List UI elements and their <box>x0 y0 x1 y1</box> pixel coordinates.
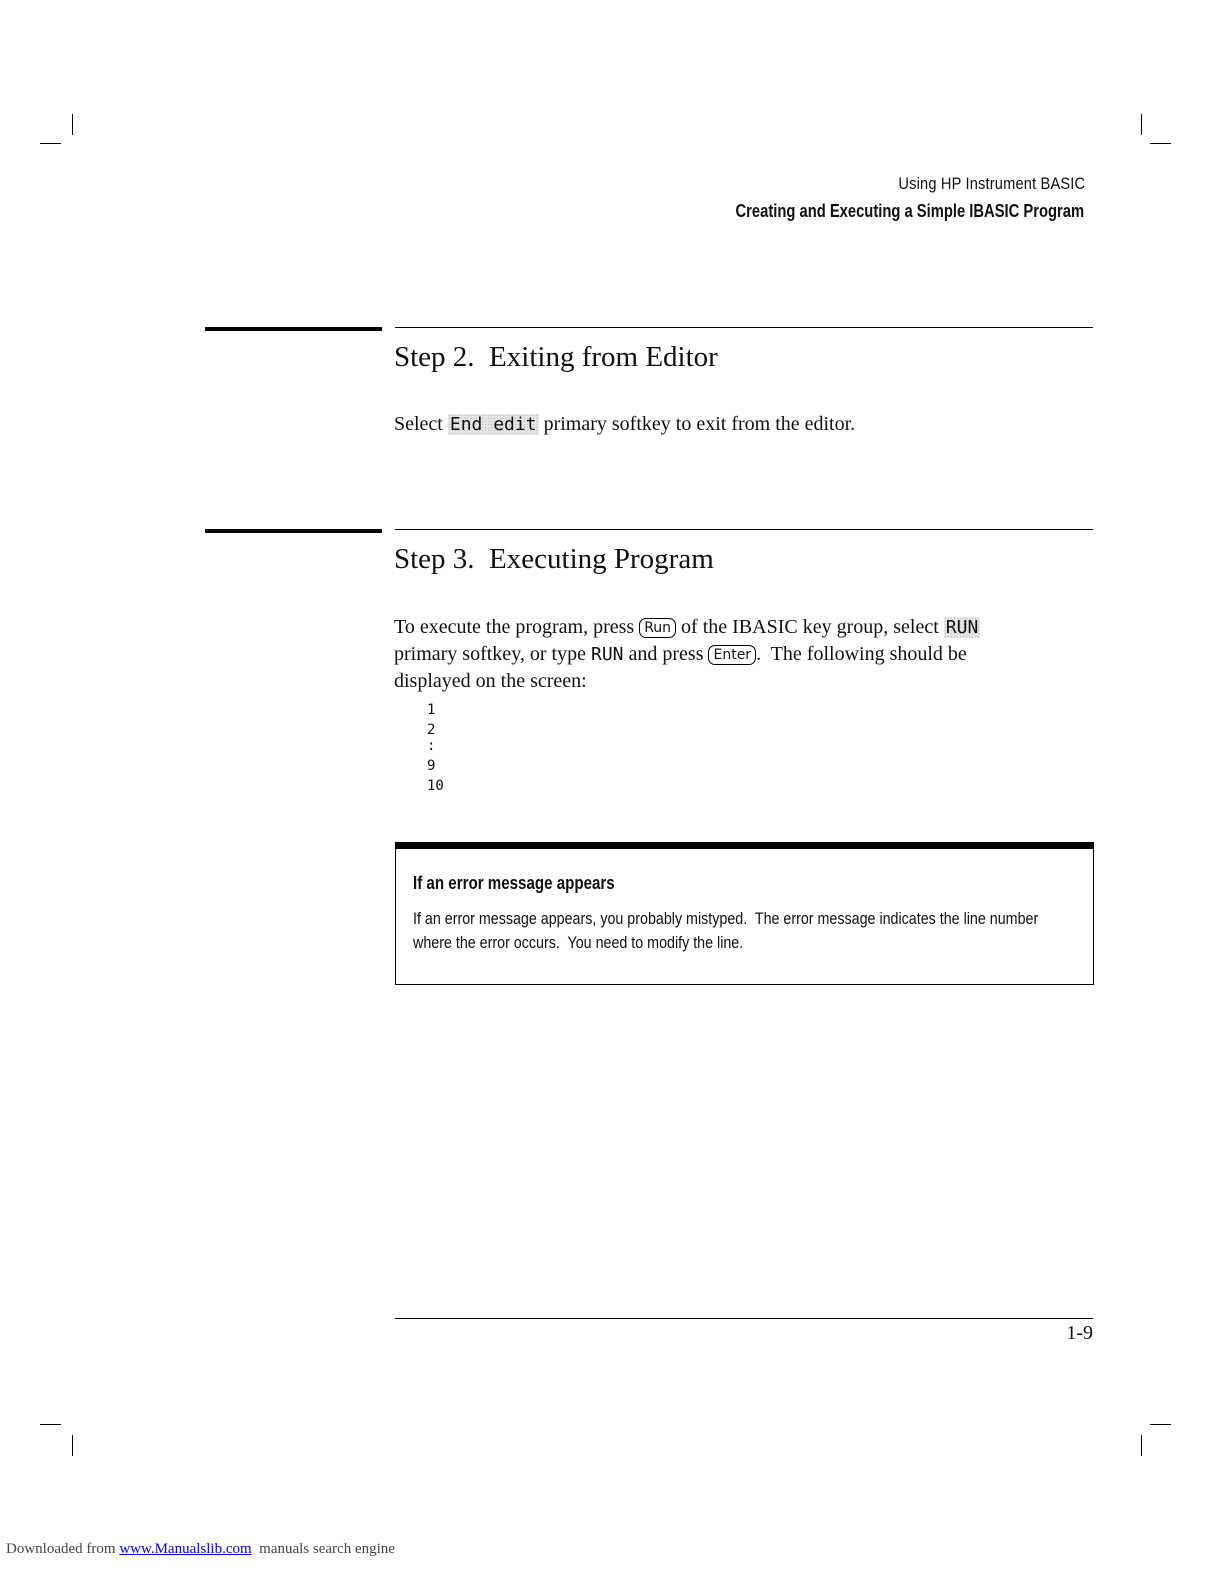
section-rule-thick <box>205 327 382 331</box>
crop-mark <box>1150 143 1171 144</box>
step-3-paragraph <box>394 614 980 694</box>
page-number: 1-9 <box>1066 1322 1093 1344</box>
text: . The following should be <box>756 643 967 665</box>
screen-line: 9 <box>427 758 436 774</box>
typed-command: RUN <box>590 644 624 665</box>
screen-line: 10 <box>427 778 444 794</box>
footer-prefix: Downloaded from <box>6 1541 120 1557</box>
paragraph-line <box>394 641 980 668</box>
paragraph-line <box>394 614 980 641</box>
note-body <box>413 907 1060 955</box>
footer-rule <box>395 1318 1093 1319</box>
note-line: If an error message appears, you probably mistyped. The error message indicates the line number <box>413 909 1039 928</box>
note-title: If an error message appears <box>413 873 615 893</box>
text: Select <box>394 413 448 435</box>
note-line: where the error occurs. You need to modify the line. <box>413 933 744 952</box>
crop-mark <box>1141 1435 1142 1456</box>
screen-line-ellipsis: : <box>427 738 436 754</box>
screen-output <box>427 700 444 796</box>
text: primary softkey to exit from the editor. <box>538 413 856 435</box>
enter-key: Enter <box>708 645 756 665</box>
section-rule-thick <box>205 529 382 533</box>
crop-mark <box>40 143 61 144</box>
running-header-section: Creating and Executing a Simple IBASIC Program <box>735 201 1084 221</box>
note-box <box>395 842 1094 985</box>
step-2-heading: Step 2. Exiting from Editor <box>394 341 718 373</box>
section-rule <box>395 327 1093 328</box>
crop-mark <box>40 1424 61 1425</box>
text: primary softkey, or type <box>394 643 591 665</box>
run-softkey: RUN <box>945 617 979 638</box>
step-2-paragraph <box>394 411 855 438</box>
section-rule <box>395 529 1093 530</box>
text: of the IBASIC key group, select <box>676 616 944 638</box>
crop-mark <box>1141 114 1142 135</box>
crop-mark <box>72 1435 73 1456</box>
text: To execute the program, press <box>394 616 640 638</box>
manualslib-link[interactable]: www.Manualslib.com <box>119 1541 252 1557</box>
paragraph-line <box>394 668 980 694</box>
text: and press <box>623 643 709 665</box>
download-footer <box>6 1541 395 1558</box>
screen-line: 2 <box>427 722 436 738</box>
crop-mark <box>1150 1424 1171 1425</box>
running-header-chapter: Using HP Instrument BASIC <box>898 174 1085 193</box>
step-3-heading: Step 3. Executing Program <box>394 543 714 575</box>
crop-mark <box>72 114 73 135</box>
text: displayed on the screen: <box>394 670 587 692</box>
run-key: Run <box>639 618 676 638</box>
screen-line: 1 <box>427 702 436 718</box>
end-edit-softkey: End edit <box>449 414 537 435</box>
footer-suffix: manuals search engine <box>251 1541 395 1557</box>
